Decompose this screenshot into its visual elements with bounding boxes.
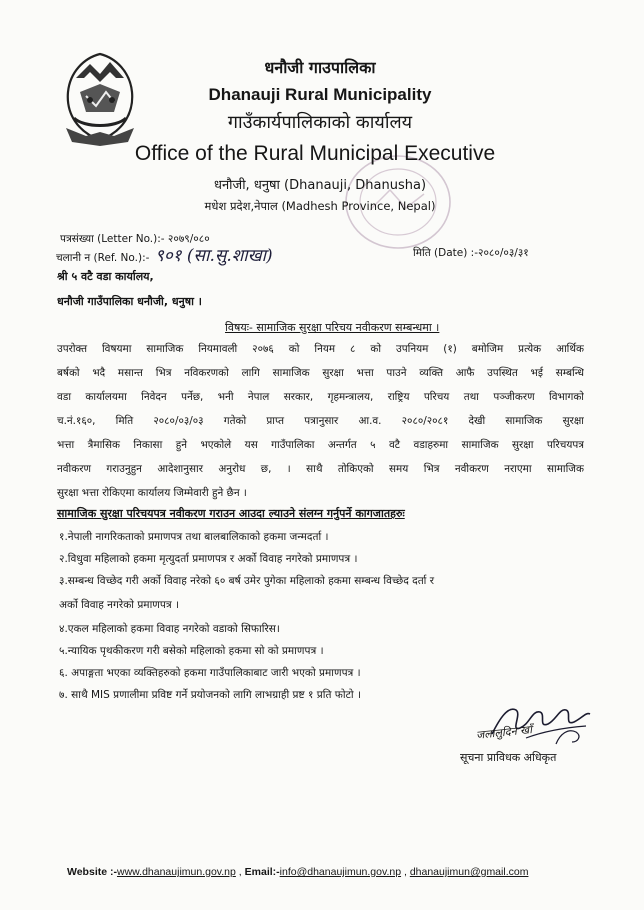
reference-number-label: चलानी न (Ref. No.):- xyxy=(56,252,150,264)
body-line: उपरोक्त विषयमा सामाजिक नियमावली २०७६ को नियम ८ को उपनियम (१) बमोजिम प्रत्येक आर्थिक xyxy=(57,343,584,355)
required-documents-heading: सामाजिक सुरक्षा परिचयपत्र नवीकरण गराउन आउदा ल्याउने संलग्न गर्नुपर्ने कागजातहरुः xyxy=(57,507,405,520)
signature-icon xyxy=(486,698,596,748)
letter-number-value: २०७९/०८० xyxy=(167,233,210,245)
address-line: धनौजी, धनुषा (Dhanauji, Dhanusha) xyxy=(213,178,427,193)
body-line: भत्ता त्रैमासिक निकासा हुने भएकोले यस गाउँपालिका अन्तर्गत ५ वटै वडाहरुमा सामाजिक सुरक्षा परिचयपत्र xyxy=(57,439,584,451)
footer-contact: Website :-www.dhanaujimun.gov.np , Email:-info@dhanaujimun.gov.np , dhanaujimun@gmail.com xyxy=(67,866,529,878)
body-line: च.नं.१६०, मिति २०८०/०३/०३ गतेको प्राप्त पत्रानुसार आ.व. २०८०/२०८१ देखी सामाजिक सुरक्षा xyxy=(57,415,584,427)
reference-number-handwritten: ९०१ (सा.सु.शाखा) xyxy=(155,246,273,266)
body-line: नवीकरण गराउनुहुन आदेशानुसार अनुरोध छ, । साथै तोकिएको समय भित्र नवीकरण नराएमा सामाजिक xyxy=(57,463,584,475)
document-item: १.नेपाली नागरिकताको प्रमाणपत्र तथा बालबालिकाको हकमा जन्मदर्ता । xyxy=(59,531,329,543)
signatory-name: जलालुदिन खाँ xyxy=(475,723,533,742)
document-item: ४.एकल महिलाको हकमा विवाह नगरेको वडाको सिफारिस। xyxy=(59,623,280,635)
office-name-english: Office of the Rural Municipal Executive xyxy=(134,142,496,165)
municipality-name-nepali: धनौजी गाउपालिका xyxy=(264,58,376,77)
email-link-gmail[interactable]: dhanaujimun@gmail.com xyxy=(409,866,529,878)
body-line: वडा कार्यालयमा निवेदन पर्नेछ, भनी नेपाल सरकार, गृहमन्त्रालय, राष्ट्रिय परिचय तथा पञ्जीकरण विभागको xyxy=(57,391,584,403)
email-label: Email:- xyxy=(244,866,280,878)
document-item: ३.सम्बन्ध विच्छेद गरी अर्को विवाह नरेको ६० बर्ष उमेर पुगेका महिलाको हकमा सम्बन्ध विच्छेद दर्ता र xyxy=(59,575,435,587)
body-line: बर्षको भदै मसान्त भित्र नविकरणको लागि सामाजिक सुरक्षा भत्ता पाउने व्यक्ति आफै उपस्थित भई सम्बन्धि xyxy=(57,367,584,379)
email-link-info[interactable]: info@dhanaujimun.gov.np xyxy=(279,866,402,878)
website-label: Website :- xyxy=(67,866,117,878)
body-line: सुरक्षा भत्ता रोकिएमा कार्यालय जिम्मेवारी हुने छैन । xyxy=(57,487,247,499)
document-item: अर्को विवाह नगरेको प्रमाणपत्र । xyxy=(59,599,179,611)
municipality-name-english: Dhanauji Rural Municipality xyxy=(208,85,432,104)
recipient-line-2: धनौजी गाउँपालिका धनौजी, धनुषा । xyxy=(57,295,202,308)
document-item: २.विधुवा महिलाको हकमा मृत्युदर्ता प्रमाणपत्र र अर्को विवाह नगरेको प्रमाणपत्र । xyxy=(59,553,358,565)
province-line: मधेश प्रदेश,नेपाल (Madhesh Province, Nepal) xyxy=(204,199,436,213)
recipient-line-1: श्री ५ वटै वडा कार्यालय, xyxy=(57,270,154,283)
date-label: मिति (Date) :- xyxy=(413,247,478,259)
signatory-title: सूचना प्राविधक अधिकृत xyxy=(460,751,557,764)
document-item: ७. साथै MIS प्रणालीमा प्रविष्ट गर्ने प्रयोजनको लागि लाभग्राही प्रष्ट १ प्रति फोटो । xyxy=(59,689,361,701)
website-link[interactable]: www.dhanaujimun.gov.np xyxy=(116,866,236,878)
letter-number-label: पत्रसंख्या (Letter No.):- xyxy=(60,233,165,245)
letter-date xyxy=(413,246,529,260)
office-name-nepali: गाउँकार्यपालिकाको कार्यालय xyxy=(227,112,413,133)
subject-line: विषयः- सामाजिक सुरक्षा परिचय नवीकरण सम्बन्धमा । xyxy=(225,321,440,334)
document-item: ५.न्यायिक पृथकीकरण गरी बसेको महिलाको हकमा सो को प्रमाणपत्र । xyxy=(59,645,324,657)
document-item: ६. अपाङ्गता भएका व्यक्तिहरुको हकमा गाउँपालिकाबाट जारी भएको प्रमाणपत्र । xyxy=(59,667,361,679)
date-value: २०८०/०३/३१ xyxy=(478,247,529,259)
